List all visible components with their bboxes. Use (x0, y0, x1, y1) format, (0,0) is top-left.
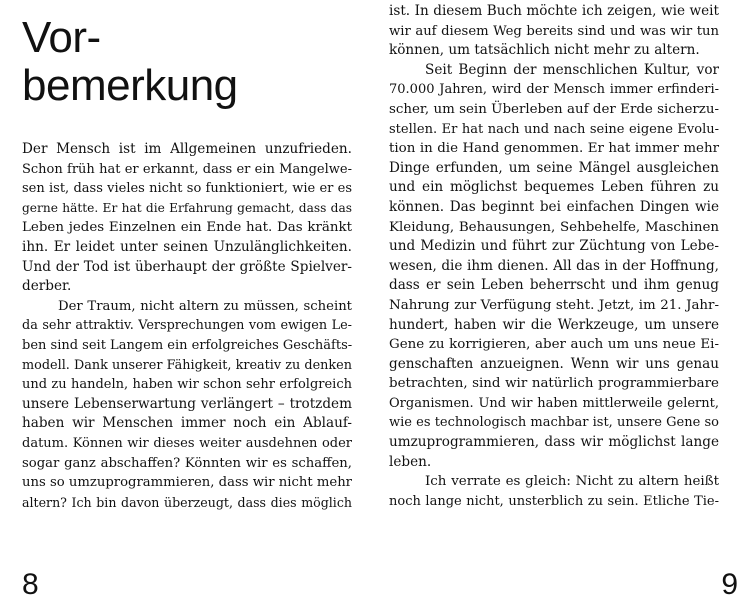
text-line: genschaften anzueignen. Wenn wir uns genau (389, 355, 719, 372)
text-line: modell. Dank unserer Fähigkeit, kreativ zu denken (22, 357, 352, 373)
text-line: können. Das beginnt bei einfachen Dingen wie (389, 198, 719, 215)
text-line: da sehr attraktiv. Versprechungen vom ewigen Le- (22, 318, 352, 334)
text-line: sogar ganz abschaffen? Könnten wir es schaffen, (22, 455, 352, 471)
text-line: Dinge erfunden, um seine Mängel ausgleichen (389, 159, 719, 176)
text-line: altern? Ich bin davon überzeugt, dass dies möglich (22, 494, 352, 510)
text-line: 70.000 Jahren, wird der Mensch immer erfinderi- (389, 82, 719, 98)
text-line: Organismen. Und wir haben mittlerweile gelernt, (389, 395, 719, 411)
text-line: uns so umzuprogrammieren, dass wir nicht mehr (22, 475, 352, 491)
text-line: Ich verrate es gleich: Nicht zu altern heißt (425, 474, 719, 490)
chapter-title-line-1: Vor- (22, 13, 101, 62)
text-line: und zu handeln, haben wir schon sehr erfolgreich (22, 377, 352, 393)
left-page-body (22, 140, 352, 512)
text-line: können, um tatsächlich nicht mehr zu altern. (389, 42, 700, 59)
text-line: wir auf diesem Weg bereits sind und was wir tun (389, 23, 719, 39)
text-line: Der Traum, nicht altern zu müssen, scheint (58, 298, 352, 314)
text-line: Der Mensch ist im Allgemeinen unzufrieden. (22, 141, 352, 157)
text-line: Leben jedes Einzelnen ein Ende hat. Das kränkt (22, 220, 352, 236)
chapter-title-line-2: bemerkung (22, 61, 238, 110)
text-line: Schon früh hat er erkannt, dass er ein Mangelwe- (22, 161, 352, 177)
text-line: haben wir Menschen immer noch ein Ablauf- (22, 415, 352, 432)
right-page-body (389, 2, 719, 511)
text-line: und Medizin und führt zur Züchtung von Lebe- (389, 238, 719, 255)
text-line: gerne hätte. Er hat die Erfahrung gemacht, dass das (22, 200, 352, 215)
text-line: und ein möglichst bequemes Leben führen zu (389, 179, 719, 196)
text-line: betrachten, sind wir natürlich programmierbare (389, 376, 719, 392)
text-line: scher, um sein Überleben auf der Erde sicherzu- (389, 101, 719, 117)
text-line: umzuprogrammieren, dass wir möglichst lange (389, 434, 719, 451)
text-line: Seit Beginn der menschlichen Kultur, vor (425, 61, 719, 78)
text-line: leben. (389, 453, 432, 470)
text-line: Kleidung, Behausungen, Sehbehelfe, Maschinen (389, 219, 719, 235)
text-line: Gene zu korrigieren, aber auch um uns neue Ei- (389, 337, 719, 353)
text-line: ihn. Er leidet unter seinen Unzulänglichkeiten. (22, 238, 352, 255)
text-line: derber. (22, 278, 72, 295)
text-line: wesen, die ihm dienen. All das in der Hoffnung, (389, 257, 719, 274)
text-line: datum. Können wir dieses weiter ausdehnen oder (22, 435, 352, 451)
text-line: tion in die Hand genommen. Er hat immer mehr (389, 141, 719, 157)
text-line: unsere Lebenserwartung verlängert – trotzdem (22, 395, 352, 412)
text-line: stellen. Er hat nach und nach seine eigene Evolu- (389, 121, 719, 137)
text-line: hundert, haben wir die Werkzeuge, um unsere (389, 316, 719, 333)
text-line: ben sind seit Langem ein erfolgreiches Geschäfts- (22, 337, 353, 353)
text-line: Und der Tod ist überhaupt der größte Spielver- (22, 258, 352, 275)
text-line: sen ist, dass vieles nicht so funktioniert, wie er es (22, 181, 352, 197)
text-line: Nahrung zur Verfügung steht. Jetzt, im 21. Jahr- (389, 297, 719, 313)
text-line: ist. In diesem Buch möchte ich zeigen, wie weit (389, 3, 719, 19)
page-number-left: 8 (22, 568, 39, 601)
page-number-right: 9 (721, 568, 738, 601)
text-line: wie es technologisch machbar ist, unsere Gene so (389, 415, 719, 431)
text-line: dass er sein Leben beherrscht und ihm genug (389, 277, 719, 294)
chapter-title (22, 14, 238, 110)
text-line: noch lange nicht, unsterblich zu sein. Etliche Tie- (389, 493, 719, 509)
